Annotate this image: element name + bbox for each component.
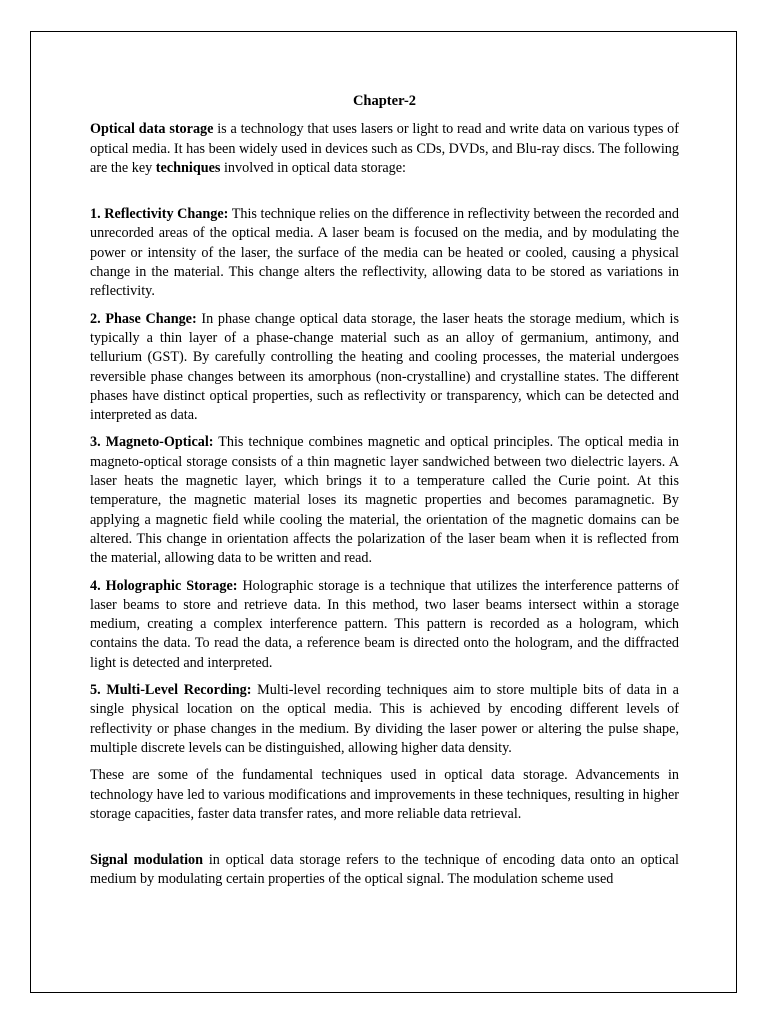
intro-text-b: involved in optical data storage:	[220, 159, 406, 176]
technique-body: This technique relies on the difference in reflectivity between the recorded and unrecorded areas of the optical media. A laser beam is focused on the media, and by modulating the power or intensity of the laser, the surface of the media can be heated or cooled, causing a physical change in the material. This change alters the reflectivity, allowing data to be stored as variations in reflectivity.	[90, 206, 679, 300]
summary-paragraph: These are some of the fundamental techniques used in optical data storage. Advancements in technology have led to various modifications and improvements in these techniques, resulting in higher storage capacities, faster data transfer rates, and more reliable data retrieval.	[90, 767, 679, 822]
technique-heading: 4. Holographic Storage:	[90, 577, 238, 594]
technique-heading: 1. Reflectivity Change:	[90, 206, 229, 223]
signal-modulation-paragraph	[90, 851, 679, 890]
technique-heading: 2. Phase Change:	[90, 310, 197, 327]
signal-text: in optical data storage refers to the technique of encoding data onto an optical medium by modulating certain properties of the optical signal. The modulation scheme used	[90, 852, 679, 888]
intro-lead-term: Optical data storage	[90, 121, 214, 138]
technique-body: This technique combines magnetic and optical principles. The optical media in magneto-optical storage consists of a thin magnetic layer sandwiched between two dielectric layers. A laser heats the magnetic layer, which brings it to a temperature called the Curie point. At this temperature, the magnetic material loses its magnetic properties and becomes paramagnetic. By applying a magnetic field while cooling the material, the orientation of the magnetic domains can be altered. This change in orientation affects the polarization of the laser beam when it is reflected from the material, allowing data to be written and read.	[90, 434, 679, 567]
technique-paragraph-2	[90, 310, 679, 426]
technique-paragraph-5	[90, 681, 679, 758]
chapter-title: Chapter-2	[352, 93, 417, 109]
technique-paragraph-3	[90, 433, 679, 568]
intro-paragraph	[90, 120, 679, 178]
document-body	[90, 92, 679, 898]
technique-heading: 3. Magneto-Optical:	[90, 434, 214, 451]
intro-text-a: is a technology that uses lasers or light to read and write data on various types of optical media. It has been widely used in devices such as CDs, DVDs, and Blu-ray discs. The following are the key	[90, 121, 679, 176]
technique-paragraph-4	[90, 577, 679, 673]
intro-emphasis: techniques	[155, 159, 221, 176]
technique-heading: 5. Multi-Level Recording:	[90, 682, 252, 699]
signal-lead-term: Signal modulation	[90, 852, 204, 869]
technique-paragraph-1	[90, 205, 679, 301]
technique-body: Multi-level recording techniques aim to store multiple bits of data in a single physical location on the optical media. This is achieved by encoding different levels of reflectivity or phase changes in the medium. By dividing the laser power or altering the pulse shape, multiple discrete levels can be distinguished, allowing higher data density.	[90, 682, 679, 756]
technique-body: In phase change optical data storage, the laser heats the storage medium, which is typically a thin layer of a phase-change material such as an alloy of germanium, antimony, and tellurium (GST). By carefully controlling the heating and cooling processes, the material undergoes reversible phase changes between its amorphous (non-crystalline) and crystalline states. The different phases have distinct optical properties, such as reflectivity or transparency, which can be detected and interpreted as data.	[90, 310, 679, 424]
technique-body: Holographic storage is a technique that utilizes the interference patterns of laser beams to store and retrieve data. In this method, two laser beams intersect within a storage medium, creating a complex interference pattern. This pattern is recorded as a hologram, which contains the data. To read the data, a reference beam is directed onto the hologram, and the diffracted light is detected and interpreted.	[90, 577, 679, 671]
